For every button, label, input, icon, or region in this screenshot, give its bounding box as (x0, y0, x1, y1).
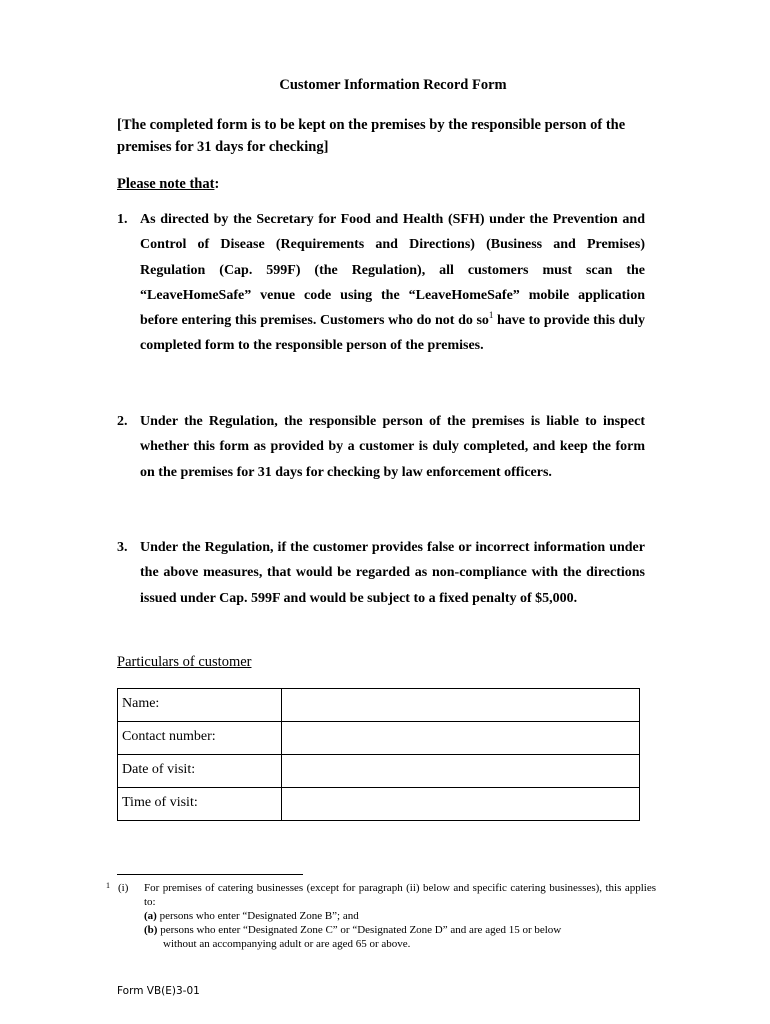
time-of-visit-field[interactable] (282, 788, 640, 821)
item-text: Under the Regulation, if the customer provides false or incorrect information under the above measures, that would be regarded as non-compliance with the directions issued under Cap. 599F and would be subject to a fixed penalty of $5,000. (140, 540, 645, 606)
footnote-item-b-label: (b) (144, 924, 158, 936)
footnote-item-b-text: persons who enter “Designated Zone C” or “Designated Zone D” and are aged 15 or below (157, 924, 562, 936)
particulars-heading: Particulars of customer (117, 654, 252, 670)
footnote-item-a-text: persons who enter “Designated Zone B”; and (156, 910, 359, 922)
footnote-ref: 1 (488, 310, 494, 321)
footnote-separator (117, 874, 303, 875)
name-label: Name: (118, 689, 282, 722)
note-heading (117, 176, 219, 193)
footnote-item-b (144, 923, 656, 937)
customer-particulars-table (117, 688, 640, 821)
form-title: Customer Information Record Form (279, 77, 507, 93)
table-row (118, 722, 640, 755)
table-row (118, 755, 640, 788)
item-number: 3. (117, 540, 128, 555)
date-of-visit-field[interactable] (282, 755, 640, 788)
footnote-item-a (144, 909, 656, 923)
intro-note: [The completed form is to be kept on the premises by the responsible person of the premises for 31 days for checking] (117, 117, 626, 155)
footnote-mark: 1 (106, 881, 110, 890)
footnote-item-b-continued: without an accompanying adult or are aged 65 or above. (163, 938, 411, 950)
footnote-body: For premises of catering businesses (except for paragraph (ii) below and specific catering businesses), this applies to: (144, 882, 656, 908)
form-code: Form VB(E)3-01 (117, 985, 200, 997)
table-row (118, 788, 640, 821)
note-item-3 (117, 535, 645, 611)
note-item-1 (117, 207, 645, 359)
note-heading-text: Please note that (117, 176, 215, 192)
note-item-2 (117, 409, 645, 485)
item-number: 1. (117, 212, 128, 227)
footnote-item-a-label: (a) (144, 910, 157, 922)
contact-number-label: Contact number: (118, 722, 282, 755)
table-row (118, 689, 640, 722)
name-field[interactable] (282, 689, 640, 722)
footnote (106, 881, 656, 951)
footnote-clause: (i) (118, 882, 129, 894)
contact-number-field[interactable] (282, 722, 640, 755)
note-heading-colon: : (214, 176, 220, 192)
item-text: As directed by the Secretary for Food and Health (SFH) under the Prevention and Control of Disease (Requirements and Directions) (Business and Premises) Regulation (Cap. 599F) (the Regulation), all customers must scan the “LeaveHomeSafe” venue code using the “LeaveHomeSafe” mobile application before entering this premises. Customers who do not do so (140, 212, 645, 329)
item-text: Under the Regulation, the responsible person of the premises is liable to inspect whether this form as provided by a customer is duly completed, and keep the form on the premises for 31 days for checking by law enforcement officers. (140, 414, 645, 480)
item-text-continued: have to provide this duly completed form to the responsible person of the premises. (140, 313, 645, 354)
date-of-visit-label: Date of visit: (118, 755, 282, 788)
time-of-visit-label: Time of visit: (118, 788, 282, 821)
item-number: 2. (117, 414, 128, 429)
